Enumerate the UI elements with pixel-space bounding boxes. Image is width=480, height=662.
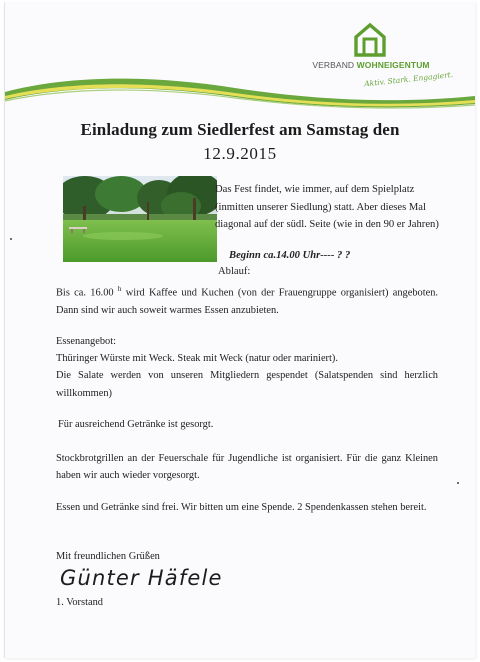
paragraph-getraenke: Für ausreichend Getränke ist gesorgt. <box>58 419 214 430</box>
essen-heading: Essenangebot: <box>56 336 117 347</box>
signature: Günter Häfele <box>60 566 223 590</box>
paragraph-spende: Essen und Getränke sind frei. Wir bitten um eine Spende. 2 Spendenkassen stehen bereit. <box>56 502 427 513</box>
paragraph-kaffee: Bis ca. 16.00 $^h$ wird Kaffee und Kuchen (von der Frauengruppe organisiert) angeboten. Dann sind wir auch soweit warmes Essen anzubieten. <box>56 285 439 316</box>
greeting: Mit freundlichen Grüßen <box>56 551 160 562</box>
header-swoosh <box>5 70 475 114</box>
house-icon <box>353 22 387 58</box>
essen-line-1: Thüringer Würste mit Weck. Steak mit Weck (natur oder mariniert). <box>56 353 338 365</box>
essen-line-2: Die Salate werden von unseren Mitgliedern gespendet (Salatspenden sind herzlich willkommen) <box>56 370 438 399</box>
intro-text: Das Fest findet, wie immer, auf dem Spielplatz (inmitten unserer Siedlung) statt. Aber dieses Mal diagonal auf der südl. Seite (wie in den 90 er Jahren) <box>215 184 439 230</box>
signer-role: 1. Vorstand <box>56 597 103 608</box>
logo-tagline: Aktiv. Stark. Engagiert. <box>363 70 454 89</box>
scan-speck <box>457 482 459 484</box>
ablauf-label: Ablauf: <box>218 266 251 277</box>
scan-speck <box>10 238 12 240</box>
paragraph-stockbrot: Stockbrotgrillen an der Feuerschale für Jugendliche ist organisiert. Für die ganz Kleinen haben wir auch wieder vorgesorgt. <box>56 453 438 482</box>
event-date: 12.9.2015 <box>203 144 277 163</box>
letter-page <box>4 2 475 658</box>
page-title: Einladung zum Siedlerfest am Samstag den <box>80 120 400 139</box>
start-time: Beginn ca.14.00 Uhr---- ? ? <box>229 250 351 261</box>
paragraph-essen <box>56 333 438 402</box>
logo-name: VERBAND WOHNEIGENTUM <box>312 60 430 70</box>
park-photo <box>63 176 217 262</box>
